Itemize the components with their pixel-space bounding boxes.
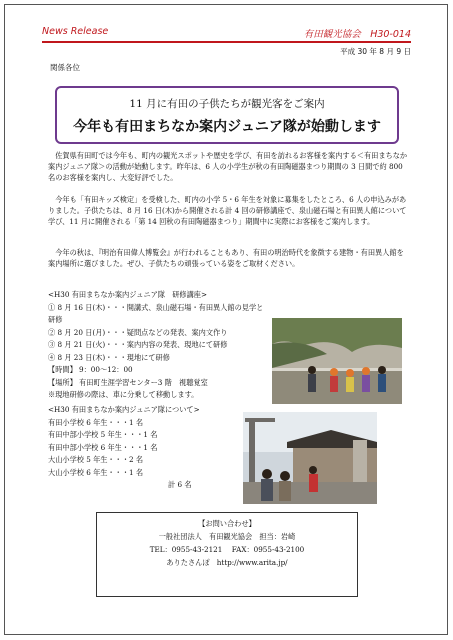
training-note: ※現地研修の際は、車に分乗して移動します。	[48, 390, 199, 399]
contact-org: 一般社団法人 有田観光協会 担当：岩崎	[158, 532, 296, 541]
member-row: 大山小学校 5 年生・・・2 名	[48, 455, 144, 464]
field-trip-photo	[272, 318, 402, 404]
members-total: 計 6 名	[168, 480, 192, 489]
training-session: ③ 8 月 21 日(火)・・・案内内容の発表、現地にて研修	[48, 340, 228, 349]
training-session: ④ 8 月 23 日(木)・・・現地にて研修	[48, 352, 170, 362]
field-trip-illustration	[272, 318, 402, 404]
training-session: ① 8 月 16 日(木)・・・開講式、泉山磁石場・有田異人館の見学と研修	[48, 302, 264, 324]
paragraph-3	[48, 247, 410, 269]
contact-heading: 【お問い合わせ】	[198, 519, 256, 528]
title-subtitle: 11 月に有田の子供たちが観光客をご案内	[129, 98, 325, 110]
training-time: 【時間】 9：00～12：00	[48, 365, 133, 374]
paragraph-2	[48, 194, 410, 228]
paragraph-text: 今年も「有田キッズ検定」を受検した、町内の小学 5・6 年生を対象に募集をしたところ、6 人の申込みがありました。子供たちは、8 月 16 日(木)から開催される計 4 回の研修講座で、泉山磁石場と有田異人館について学び、11 月に開催される「第 14 回秋の有田陶磁器まつり」期間中に実際にお客様をご案内します。	[48, 195, 407, 227]
training-session: ② 8 月 20 日(月)・・・疑問点などの発表、案内文作り	[48, 327, 228, 337]
title-box	[55, 86, 399, 144]
release-date: 平成 30 年 8 月 9 日	[340, 47, 411, 56]
paragraph-text: 佐賀県有田町では今年も、町内の観光スポットや歴史を学び、有田を訪れるお客様を案内する＜有田まちなか案内ジュニア隊＞の活動が始動します。昨年は、6 人の小学生が秋の有田陶磁器まつり期間の 3 日間で約 800 名のお客様を案内し、大変好評でした。	[48, 151, 408, 183]
title-main: 今年も有田まちなか案内ジュニア隊が始動します	[73, 119, 381, 135]
members-list	[48, 404, 248, 492]
training-place: 【場所】 有田町生涯学習センター3 階 視聴覚室	[48, 377, 208, 387]
guiding-illustration	[243, 412, 377, 504]
training-schedule	[48, 289, 268, 402]
paragraph-1	[48, 150, 410, 184]
header-bar	[42, 26, 411, 40]
addressee: 関係各位	[50, 63, 80, 72]
member-row: 大山小学校 6 年生・・・1 名	[48, 467, 144, 477]
news-release-label: News Release	[42, 26, 109, 37]
document-id: 有田観光協会 H30-014	[303, 29, 411, 40]
paragraph-text: 今年の秋は、『明治有田偉人博覧会』が行われることもあり、有田の明治時代を象徴する建物・有田異人館を案内場所に選びました。ぜひ、子供たちの頑張っている姿をご取材ください。	[48, 248, 404, 269]
training-heading: <H30 有田まちなか案内ジュニア隊 研修講座>	[48, 290, 207, 299]
header-divider	[42, 41, 411, 43]
member-row: 有田小学校 6 年生・・・1 名	[48, 417, 144, 427]
contact-phone: TEL：0955-43-2121 FAX：0955-43-2100	[149, 545, 305, 554]
guiding-photo	[243, 412, 377, 504]
member-row: 有田中部小学校 6 年生・・・1 名	[48, 442, 158, 452]
member-row: 有田中部小学校 5 年生・・・1 名	[48, 430, 158, 439]
contact-website[interactable]: ありたさんぽ http://www.arita.jp/	[166, 558, 288, 567]
members-heading: <H30 有田まちなか案内ジュニア隊について>	[48, 405, 200, 414]
contact-box	[96, 512, 358, 597]
